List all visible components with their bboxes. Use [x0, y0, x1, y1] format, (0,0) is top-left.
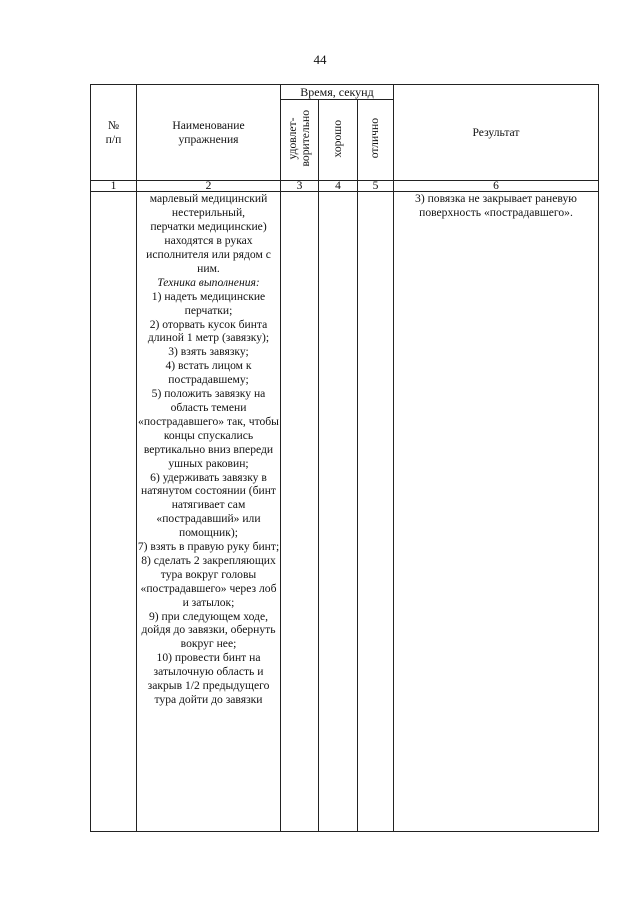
exercise-step: 8) сделать 2 закрепляющих тура вокруг головы «пострадавшего» через лоб и затылок;: [140, 553, 277, 609]
exercise-step: 1) надеть медицинские перчатки;: [151, 289, 266, 317]
excellent-cell: [358, 192, 394, 832]
header-time-group: Время, секунд: [281, 85, 394, 100]
column-number: 2: [137, 181, 281, 192]
column-number: 5: [358, 181, 394, 192]
exercise-step: 9) при следующем ходе, дойдя до завязки, обернуть вокруг нее;: [141, 609, 276, 651]
technique-heading: Техника выполнения:: [157, 275, 260, 289]
exercise-step: 10) провести бинт на затылочную область и закрыв 1/2 предыдущего тура дойти до завязки: [147, 651, 270, 707]
exercise-line: перчатки медицинские) находятся в руках исполнителя или рядом с ним.: [146, 220, 271, 275]
header-exercise-name: Наименование упражнения: [137, 85, 281, 181]
exercise-table: [90, 84, 599, 832]
exercise-step: 4) встать лицом к пострадавшему;: [165, 359, 252, 387]
header-good: хорошо: [319, 100, 358, 181]
header-number: № п/п: [91, 85, 137, 181]
page-number: 44: [313, 52, 327, 67]
exercise-step: 3) взять завязку;: [168, 345, 249, 359]
column-number: 4: [319, 181, 358, 192]
column-number: 1: [91, 181, 137, 192]
column-number: 3: [281, 181, 319, 192]
column-number: 6: [394, 181, 599, 192]
exercise-description-cell: [137, 192, 281, 832]
good-cell: [319, 192, 358, 832]
header-result: Результат: [394, 85, 599, 181]
header-satisfactory: удовлет- ворительно: [281, 100, 319, 181]
satisfactory-cell: [281, 192, 319, 832]
result-cell: 3) повязка не закрывает раневую поверхность «пострадавшего».: [394, 192, 599, 832]
row-number-cell: [91, 192, 137, 832]
exercise-step: 6) удерживать завязку в натянутом состоянии (бинт натягивает сам «пострадавший» или помощник);: [141, 470, 276, 540]
exercise-step: 7) взять в правую руку бинт;: [137, 540, 280, 554]
exercise-step: 5) положить завязку на область темени «пострадавшего» так, чтобы концы спускались вертикально вниз впереди ушных раковин;: [138, 387, 279, 470]
exercise-step: 2) оторвать кусок бинта длиной 1 метр (завязку);: [147, 317, 270, 345]
column-number-row: [91, 181, 599, 192]
exercise-line: марлевый медицинский нестерильный,: [149, 192, 268, 220]
table-row: [91, 192, 599, 832]
header-excellent: отлично: [358, 100, 394, 181]
